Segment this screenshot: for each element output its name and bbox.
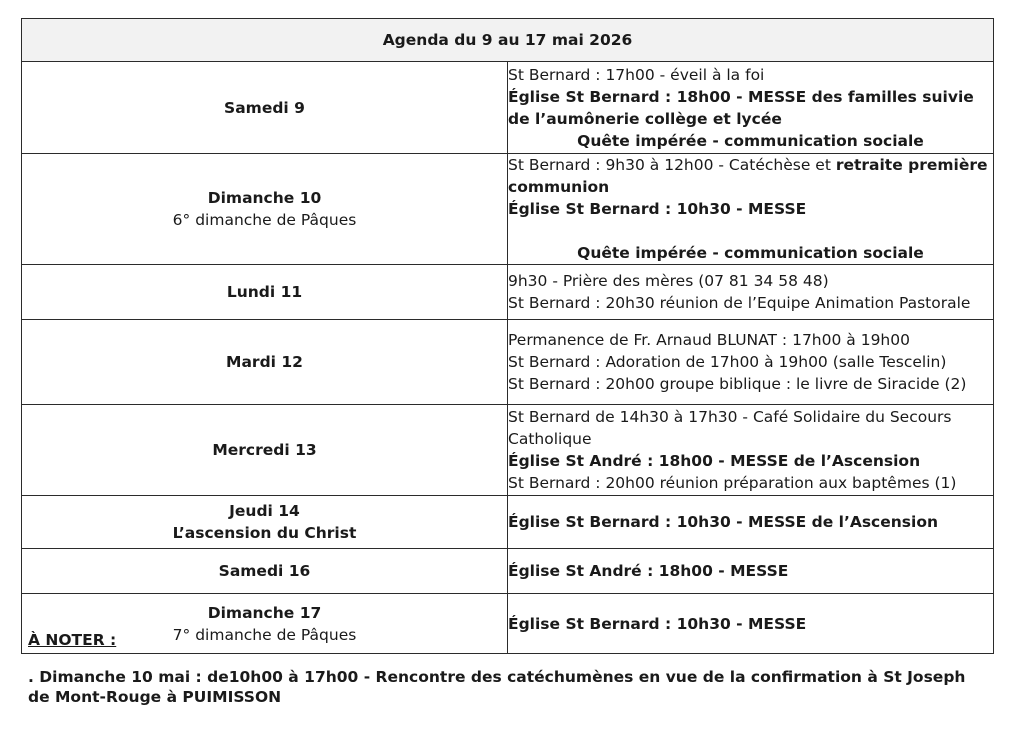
day-name: Dimanche 17 [207, 603, 322, 622]
event-text: Église St André : 18h00 - MESSE [508, 562, 789, 580]
event-line [508, 242, 993, 264]
day-name: Jeudi 14 [229, 502, 300, 520]
event-text: St Bernard : 20h00 groupe biblique : le livre de Siracide (2) [508, 375, 967, 393]
agenda-row [22, 496, 994, 549]
event-text: Église St Bernard : 10h30 - MESSE [508, 614, 807, 633]
events-cell [508, 594, 994, 654]
agenda-row [22, 265, 994, 320]
day-cell [22, 405, 508, 496]
event-text: Église St Bernard : 18h00 - MESSE des familles suivie de l’aumônerie collège et lycée [508, 87, 974, 128]
day-name: Samedi 9 [224, 98, 305, 117]
day-cell [22, 62, 508, 154]
event-line [508, 198, 993, 220]
note-text: . Dimanche 10 mai : de10h00 à 17h00 - Rencontre des catéchumènes en vue de la confirmation à St Joseph de Mont-Rouge à PUIMISSON [28, 668, 966, 706]
events-cell [508, 62, 994, 154]
event-line [508, 86, 993, 130]
event-line [508, 292, 993, 314]
event-text: Église St Bernard : 10h30 - MESSE [508, 200, 807, 218]
event-text: St Bernard : 20h30 réunion de l’Equipe Animation Pastorale [508, 294, 971, 312]
event-line [508, 351, 993, 373]
event-text: St Bernard de 14h30 à 17h30 - Café Solidaire du Secours Catholique [508, 408, 952, 448]
agenda-row [22, 62, 994, 154]
event-line [508, 511, 993, 533]
day-name: Mardi 12 [226, 353, 303, 371]
event-line [508, 270, 993, 292]
day-cell [22, 549, 508, 594]
event-line [508, 154, 993, 198]
event-line [508, 220, 993, 242]
day-cell [22, 265, 508, 320]
day-subtitle: L’ascension du Christ [172, 524, 357, 542]
event-line [508, 373, 993, 395]
event-text: Permanence de Fr. Arnaud BLUNAT : 17h00 à 19h00 [508, 331, 910, 349]
event-line [508, 64, 993, 86]
event-line [508, 472, 993, 494]
agenda-title: Agenda du 9 au 17 mai 2026 [22, 19, 994, 62]
event-text-bold: retraite première communion [508, 156, 988, 196]
day-name: Mercredi 13 [212, 441, 317, 459]
agenda-row [22, 405, 994, 496]
event-line [508, 613, 993, 635]
event-text: Église St Bernard : 10h30 - MESSE de l’Ascension [508, 513, 939, 531]
events-cell [508, 320, 994, 405]
event-line [508, 329, 993, 351]
event-text: Église St André : 18h00 - MESSE de l’Ascension [508, 452, 921, 470]
event-text: Quête impérée - communication sociale [577, 131, 924, 150]
day-cell [22, 154, 508, 265]
events-cell [508, 154, 994, 265]
day-name: Dimanche 10 [207, 189, 322, 207]
event-line [508, 560, 993, 582]
event-text: 9h30 - Prière des mères (07 81 34 58 48) [508, 272, 829, 290]
event-text: St Bernard : 17h00 - éveil à la foi [508, 65, 765, 84]
agenda-table [21, 18, 994, 654]
event-line [508, 130, 993, 152]
events-cell [508, 405, 994, 496]
agenda-row [22, 549, 994, 594]
events-cell [508, 549, 994, 594]
event-text: St Bernard : 9h30 à 12h00 - Catéchèse et [508, 156, 836, 174]
day-cell [22, 496, 508, 549]
event-text: St Bernard : Adoration de 17h00 à 19h00 (salle Tescelin) [508, 353, 947, 371]
day-name: Samedi 16 [218, 562, 311, 580]
agenda-row [22, 154, 994, 265]
day-subtitle: 6° dimanche de Pâques [172, 211, 357, 229]
event-text: Quête impérée - communication sociale [577, 244, 924, 262]
events-cell [508, 265, 994, 320]
day-cell [22, 320, 508, 405]
agenda-body [22, 62, 994, 654]
day-subtitle: 7° dimanche de Pâques [172, 625, 357, 644]
events-cell [508, 496, 994, 549]
event-line [508, 450, 993, 472]
event-text: St Bernard : 20h00 réunion préparation aux baptêmes (1) [508, 474, 957, 492]
agenda-row [22, 594, 994, 654]
day-name: Lundi 11 [226, 283, 303, 301]
agenda-row [22, 320, 994, 405]
note-heading: À NOTER : [28, 631, 117, 649]
event-line [508, 406, 993, 450]
